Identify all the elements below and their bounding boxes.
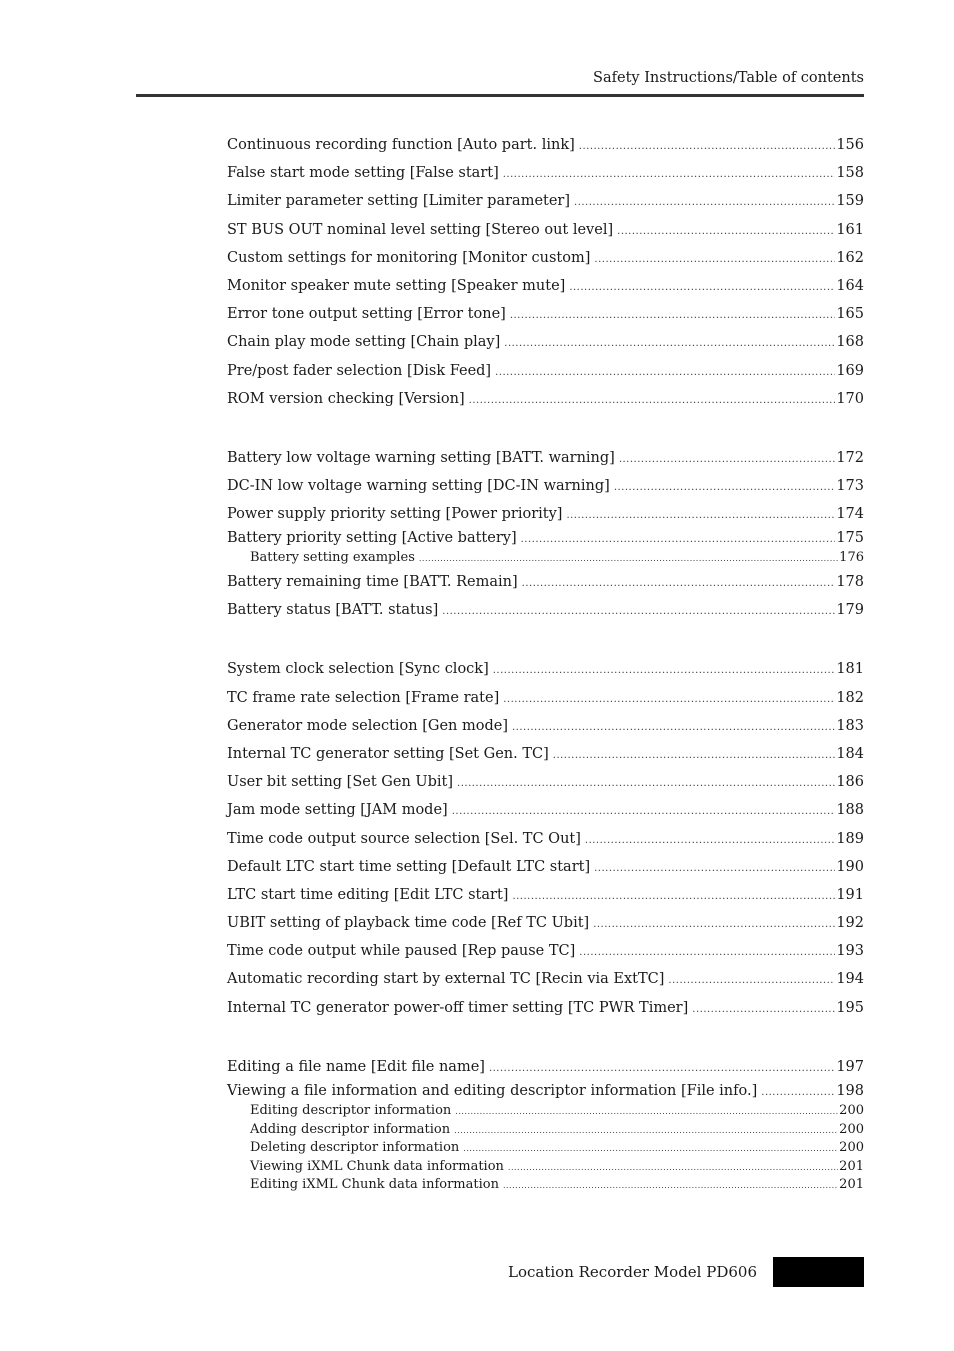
toc-entry-label: Adding descriptor information (250, 1121, 451, 1137)
dot-leader (593, 911, 835, 939)
toc-entry[interactable] (227, 300, 864, 328)
toc-entry-label: Monitor speaker mute setting [Speaker mute] (227, 277, 566, 294)
toc-entry[interactable] (227, 965, 864, 993)
toc-entry-label: Battery priority setting [Active battery] (227, 530, 517, 547)
toc-entry-label: Continuous recording function [Auto part. link] (227, 137, 575, 153)
dot-leader (493, 657, 836, 685)
toc-entry-label: Automatic recording start by external TC [Recin via ExtTC] (227, 971, 665, 988)
toc-entry-label: LTC start time editing [Edit LTC start] (227, 886, 509, 903)
dot-leader (508, 1159, 838, 1178)
toc-entry-page: 191 (836, 886, 864, 903)
dot-leader (619, 446, 835, 474)
toc-entry-page: 192 (836, 915, 864, 932)
dot-leader (594, 855, 835, 883)
dot-leader (617, 218, 835, 246)
toc-entry-label: Time code output source selection [Sel. TC Out] (227, 830, 581, 847)
toc-entry-page: 158 (836, 165, 864, 182)
toc-entry-page: 200 (839, 1140, 864, 1156)
toc-entry-label: User bit setting [Set Gen Ubit] (227, 774, 454, 791)
dot-leader (553, 742, 836, 770)
toc-group-power (227, 444, 864, 625)
dot-leader (761, 1082, 835, 1103)
toc-entry[interactable] (227, 712, 864, 740)
toc-entry-page: 186 (836, 774, 864, 791)
toc-entry-page: 200 (839, 1103, 864, 1119)
dot-leader (574, 189, 835, 217)
toc-entry-page: 183 (836, 717, 864, 734)
footer-model-name: Location Recorder Model PD606 (508, 1263, 757, 1281)
toc-entry-page: 190 (836, 858, 864, 875)
toc-entry-page: 181 (836, 661, 864, 678)
dot-leader (495, 359, 835, 387)
toc-entry-page: 178 (836, 574, 864, 591)
toc-entry[interactable] (227, 472, 864, 500)
toc-entry-page: 173 (836, 478, 864, 495)
toc-entry-page: 169 (836, 362, 864, 379)
toc-group-timecode (227, 655, 864, 1021)
toc-entry[interactable] (227, 272, 864, 300)
toc-entry-page: 168 (836, 334, 864, 351)
toc-entry-label: Generator mode selection [Gen mode] (227, 717, 508, 734)
toc-entry-page: 165 (836, 306, 864, 323)
dot-leader (614, 474, 835, 502)
toc-entry-page: 161 (836, 221, 864, 238)
toc-entry-page: 172 (836, 449, 864, 466)
toc-entry-page: 195 (836, 999, 864, 1016)
toc-entry-label: Power supply priority setting [Power priority] (227, 506, 563, 523)
dot-leader (469, 387, 836, 415)
toc-entry[interactable] (227, 768, 864, 796)
dot-leader (503, 1177, 838, 1196)
toc-entry-page: 194 (836, 971, 864, 988)
toc-entry-page: 184 (836, 745, 864, 762)
dot-leader (503, 161, 836, 189)
dot-leader (668, 967, 835, 995)
dot-leader (504, 330, 835, 358)
dot-leader (419, 550, 838, 569)
dot-leader (512, 714, 835, 742)
toc-subentry[interactable] (227, 1139, 864, 1158)
toc-entry-page: 164 (836, 277, 864, 294)
toc-entry[interactable] (227, 131, 864, 159)
dot-leader (579, 133, 836, 161)
toc-entry-label: Internal TC generator setting [Set Gen. TC] (227, 745, 549, 762)
dot-leader (522, 570, 836, 598)
toc-entry[interactable] (227, 216, 864, 244)
toc-entry-label: Battery low voltage warning setting [BATT. warning] (227, 449, 615, 466)
dot-leader (569, 274, 835, 302)
dot-leader (512, 883, 835, 911)
toc-entry[interactable] (227, 528, 864, 549)
toc-entry-label: Default LTC start time setting [Default LTC start] (227, 858, 591, 875)
toc-entry[interactable] (227, 385, 864, 413)
toc-entry-page: 170 (836, 390, 864, 407)
toc-entry-page: 201 (839, 1158, 864, 1174)
toc-entry[interactable] (227, 853, 864, 881)
dot-leader (521, 529, 836, 550)
toc-entry-label: Deleting descriptor information (250, 1140, 460, 1156)
toc-entry[interactable] (227, 500, 864, 528)
toc-entry[interactable] (227, 937, 864, 965)
toc-entry-label: DC-IN low voltage warning setting [DC-IN warning] (227, 478, 610, 495)
toc-entry[interactable] (227, 357, 864, 385)
toc-entry[interactable] (227, 187, 864, 215)
header-title: Safety Instructions/Table of contents (593, 70, 864, 86)
toc-entry-label: ST BUS OUT nominal level setting [Stereo out level] (227, 221, 614, 238)
toc-entry[interactable] (227, 1081, 864, 1102)
toc-entry[interactable] (227, 1053, 864, 1081)
dot-leader (579, 939, 835, 967)
toc-entry[interactable] (227, 796, 864, 824)
dot-leader (463, 1140, 838, 1159)
toc-entry[interactable] (227, 596, 864, 624)
dot-leader (457, 770, 835, 798)
page-header (136, 68, 864, 97)
toc-entry-label: Limiter parameter setting [Limiter parameter] (227, 193, 571, 210)
toc-entry[interactable] (227, 159, 864, 187)
toc-entry-page: 188 (836, 802, 864, 819)
toc-entry-page: 175 (836, 530, 864, 547)
toc-entry-label: Chain play mode setting [Chain play] (227, 334, 501, 351)
toc-entry-label: Battery remaining time [BATT. Remain] (227, 574, 518, 591)
toc-subentry[interactable] (227, 1176, 864, 1195)
toc-entry-label: Jam mode setting [JAM mode] (227, 802, 448, 819)
dot-leader (692, 996, 835, 1024)
dot-leader (503, 686, 835, 714)
toc-entry-page: 198 (836, 1083, 864, 1100)
toc-entry[interactable] (227, 244, 864, 272)
toc-entry-label: Battery status [BATT. status] (227, 602, 439, 619)
toc-entry[interactable] (227, 444, 864, 472)
dot-leader (455, 1103, 838, 1122)
toc-entry-label: Editing descriptor information (250, 1103, 452, 1119)
toc-subentry[interactable] (227, 549, 864, 568)
dot-leader (454, 1122, 838, 1141)
dot-leader (594, 246, 835, 274)
toc-entry-label: ROM version checking [Version] (227, 390, 465, 407)
page-number-tab (773, 1257, 864, 1287)
toc-entry-page: 182 (836, 689, 864, 706)
toc-entry-page: 200 (839, 1121, 864, 1137)
dot-leader (489, 1055, 835, 1083)
toc-subentry[interactable] (227, 1121, 864, 1140)
toc-entry-page: 179 (836, 602, 864, 619)
toc-entry-label: Battery setting examples (250, 550, 415, 566)
toc-entry-label: Pre/post fader selection [Disk Feed] (227, 362, 492, 379)
toc-subentry[interactable] (227, 1102, 864, 1121)
toc-entry-page: 197 (836, 1058, 864, 1075)
dot-leader (566, 502, 835, 530)
toc-entry-page: 201 (839, 1177, 864, 1193)
toc-group-general (227, 131, 864, 413)
toc-entry[interactable] (227, 568, 864, 596)
toc-entry-label: Editing a file name [Edit file name] (227, 1058, 485, 1075)
toc-entry-page: 189 (836, 830, 864, 847)
toc-entry-label: Custom settings for monitoring [Monitor custom] (227, 249, 591, 266)
toc-entry[interactable] (227, 684, 864, 712)
toc-entry[interactable] (227, 909, 864, 937)
dot-leader (510, 302, 836, 330)
dot-leader (452, 798, 836, 826)
toc-entry-page: 193 (836, 943, 864, 960)
toc-entry-page: 159 (836, 193, 864, 210)
toc-entry-page: 176 (839, 550, 864, 566)
dot-leader (442, 598, 835, 626)
toc-entry-label: Error tone output setting [Error tone] (227, 306, 506, 323)
toc-entry[interactable] (227, 740, 864, 768)
toc-entry[interactable] (227, 825, 864, 853)
toc-entry-label: System clock selection [Sync clock] (227, 661, 489, 678)
toc-entry[interactable] (227, 328, 864, 356)
toc-entry-label: False start mode setting [False start] (227, 165, 499, 182)
toc-entry-label: TC frame rate selection [Frame rate] (227, 689, 500, 706)
toc-entry[interactable] (227, 994, 864, 1022)
dot-leader (585, 827, 835, 855)
toc-entry[interactable] (227, 655, 864, 683)
toc-entry-label: Viewing a file information and editing descriptor information [File info.] (227, 1083, 758, 1100)
toc-group-file (227, 1053, 864, 1195)
toc-entry-label: UBIT setting of playback time code [Ref TC Ubit] (227, 915, 590, 932)
toc-entry-label: Internal TC generator power-off timer setting [TC PWR Timer] (227, 999, 689, 1016)
toc-subentry[interactable] (227, 1158, 864, 1177)
toc-entry-label: Editing iXML Chunk data information (250, 1177, 499, 1193)
table-of-contents (227, 131, 864, 1226)
toc-entry-page: 174 (836, 506, 864, 523)
toc-entry-label: Time code output while paused [Rep pause TC] (227, 943, 576, 960)
toc-entry-page: 156 (836, 137, 864, 153)
toc-entry-label: Viewing iXML Chunk data information (250, 1158, 504, 1174)
toc-entry[interactable] (227, 881, 864, 909)
toc-entry-page: 162 (836, 249, 864, 266)
